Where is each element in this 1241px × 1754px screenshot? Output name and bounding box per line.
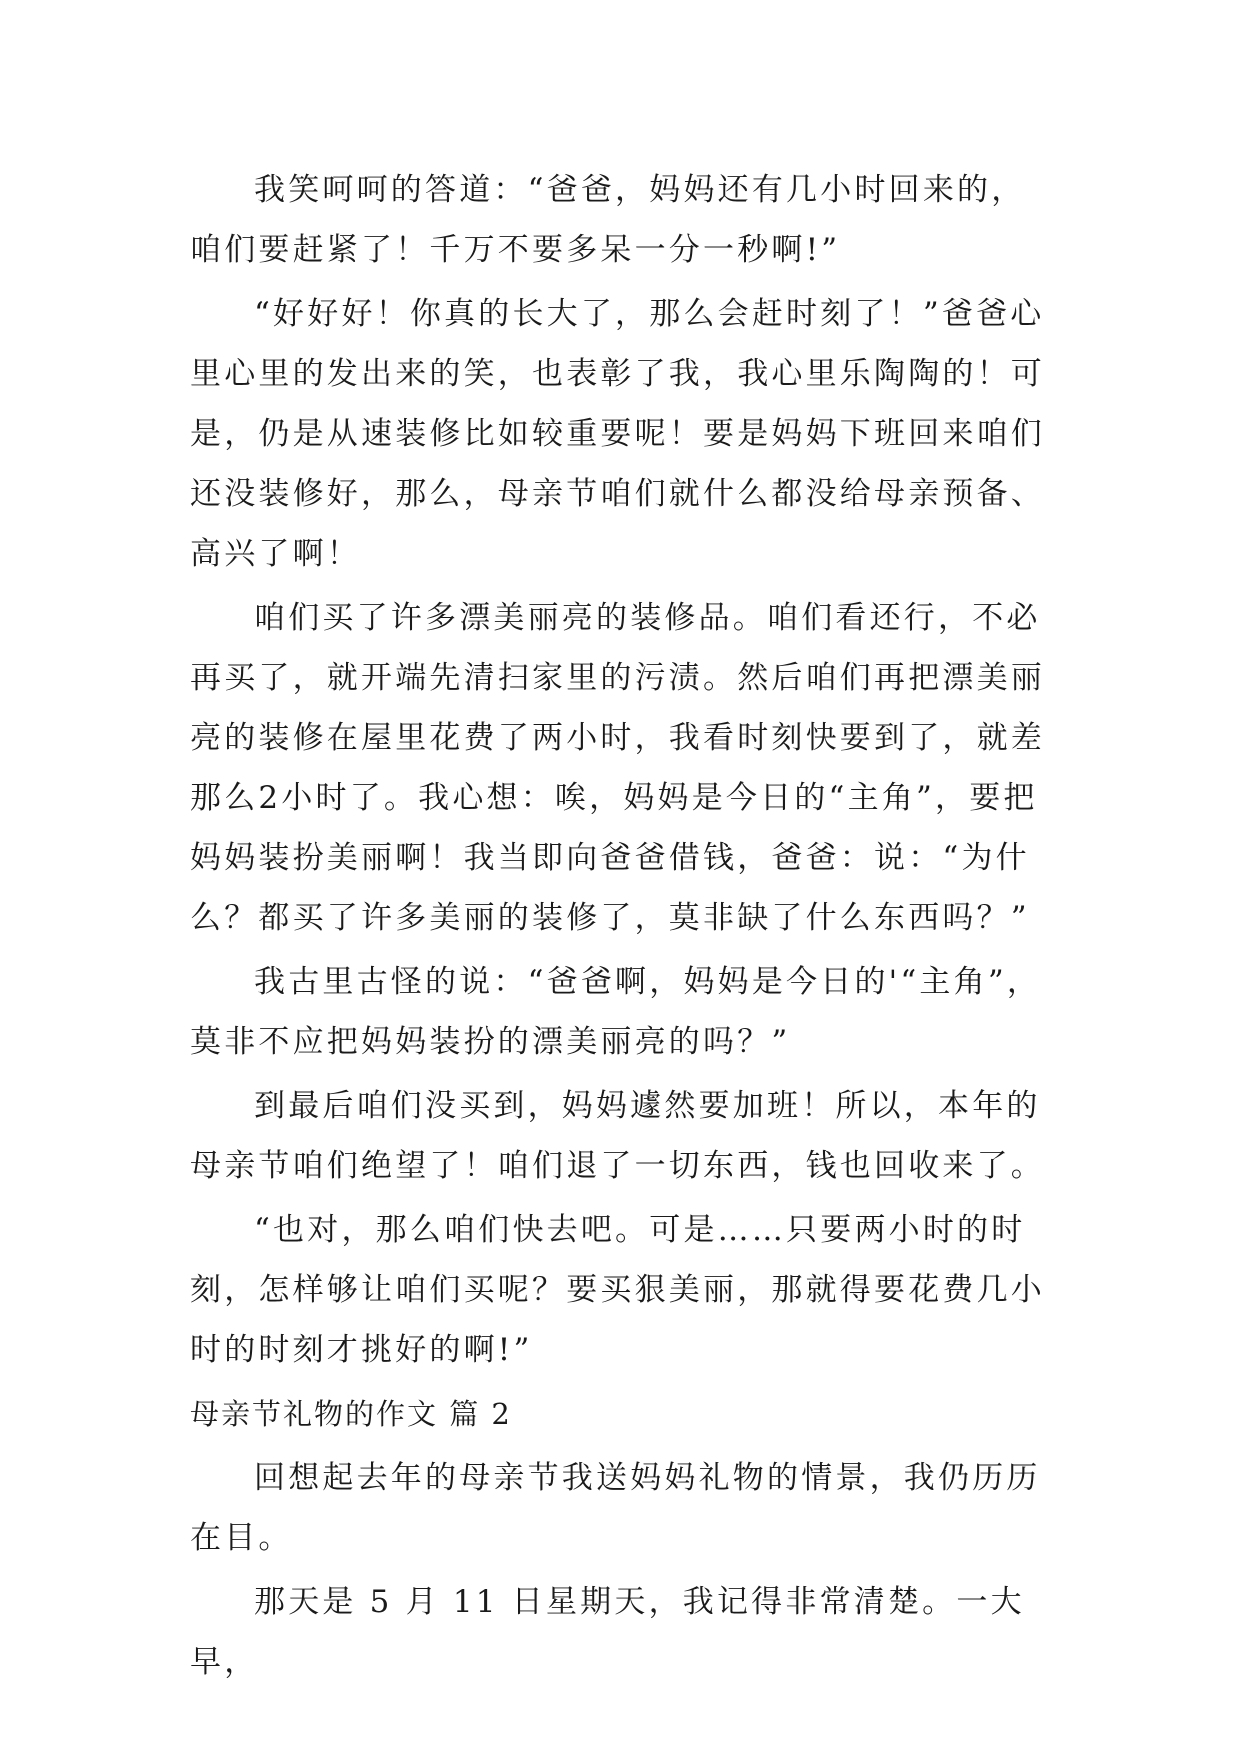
section-heading: 母亲节礼物的作文 篇 2 — [190, 1397, 512, 1431]
paragraph-3: 咱们买了许多漂美丽亮的装修品。咱们看还行，不必再买了，就开端先清扫家里的污渍。然后咱们再把漂美丽亮的装修在屋里花费了两小时，我看时刻快要到了，就差那么2小时了。我心想：唉，妈妈是今日的“主角”，要把妈妈装扮美丽啊！我当即向爸爸借钱，爸爸：说：“为什么？都买了许多美丽的装修了，莫非缺了什么东西吗？” — [190, 600, 1045, 936]
paragraph-2: “好好好！你真的长大了，那么会赶时刻了！”爸爸心里心里的发出来的笑，也表彰了我，我心里乐陶陶的！可是，仍是从速装修比如较重要呢！要是妈妈下班回来咱们还没装修好，那么，母亲节咱们就什么都没给母亲预备、高兴了啊！ — [190, 296, 1045, 572]
document-body — [190, 160, 1050, 1696]
paragraph-4: 我古里古怪的说：“爸爸啊，妈妈是今日的'“主角”，莫非不应把妈妈装扮的漂美丽亮的吗？” — [190, 964, 1042, 1060]
paragraph-7: 回想起去年的母亲节我送妈妈礼物的情景，我仍历历在目。 — [190, 1460, 1041, 1556]
paragraph-1: 我笑呵呵的答道：“爸爸，妈妈还有几小时回来的，咱们要赶紧了！千万不要多呆一分一秒啊!” — [190, 172, 1026, 268]
paragraph-8: 那天是 5 月 11 日星期天，我记得非常清楚。一大早， — [190, 1584, 1025, 1680]
paragraph-6: “也对，那么咱们快去吧。可是……只要两小时的时刻，怎样够让咱们买呢？要买狠美丽，那就得要花费几小时的时刻才挑好的啊!” — [190, 1212, 1045, 1368]
paragraph-5: 到最后咱们没买到，妈妈遽然要加班！所以，本年的母亲节咱们绝望了！咱们退了一切东西，钱也回收来了。 — [190, 1088, 1045, 1184]
